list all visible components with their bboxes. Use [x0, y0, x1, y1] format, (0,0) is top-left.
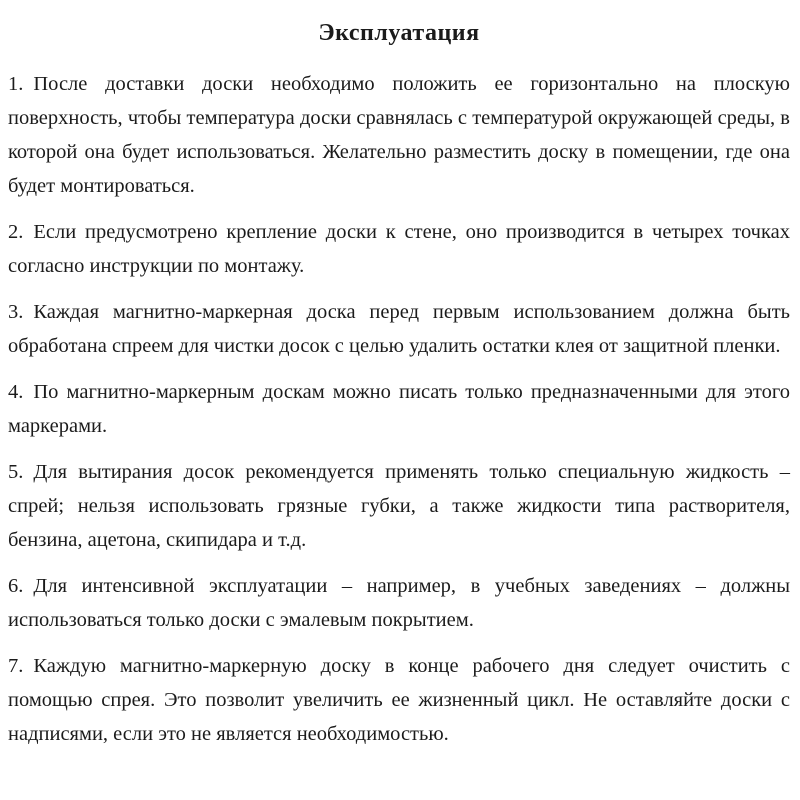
list-item [8, 649, 790, 751]
item-number: 2. [8, 221, 24, 243]
item-number: 5. [8, 461, 24, 483]
item-number: 4. [8, 381, 24, 403]
item-text: Каждую магнитно-маркерную доску в конце рабочего дня следует очистить с помощью спрея. Это позволит увеличить ее жизненный цикл. Не оставляйте доски с надписями, если это не является необходимостью. [8, 655, 790, 745]
list-item [8, 569, 790, 637]
page-title: Эксплуатация [318, 20, 480, 46]
item-text: Для интенсивной эксплуатации – например, в учебных заведениях – должны использоваться только доски с эмалевым покрытием. [8, 575, 790, 631]
item-number: 6. [8, 575, 24, 597]
item-text: По магнитно-маркерным доскам можно писать только предназначенными для этого маркерами. [8, 381, 790, 437]
list-item [8, 295, 790, 363]
item-text: После доставки доски необходимо положить ее горизонтально на плоскую поверхность, чтобы температура доски сравнялась с температурой окружающей среды, в которой она будет использоваться. Желательно разместить доску в помещении, где она будет монтироваться. [8, 73, 790, 197]
list-item [8, 215, 790, 283]
list-item [8, 455, 790, 557]
item-number: 7. [8, 655, 24, 677]
list-item [8, 67, 790, 203]
item-text: Для вытирания досок рекомендуется применять только специальную жидкость – спрей; нельзя использовать грязные губки, а также жидкости типа растворителя, бензина, ацетона, скипидара и т.д. [8, 461, 790, 551]
item-number: 3. [8, 301, 24, 323]
item-text: Каждая магнитно-маркерная доска перед первым использованием должна быть обработана спреем для чистки досок с целью удалить остатки клея от защитной пленки. [8, 301, 790, 357]
item-number: 1. [8, 73, 24, 95]
list-item [8, 375, 790, 443]
item-text: Если предусмотрено крепление доски к стене, оно производится в четырех точках согласно инструкции по монтажу. [8, 221, 790, 277]
